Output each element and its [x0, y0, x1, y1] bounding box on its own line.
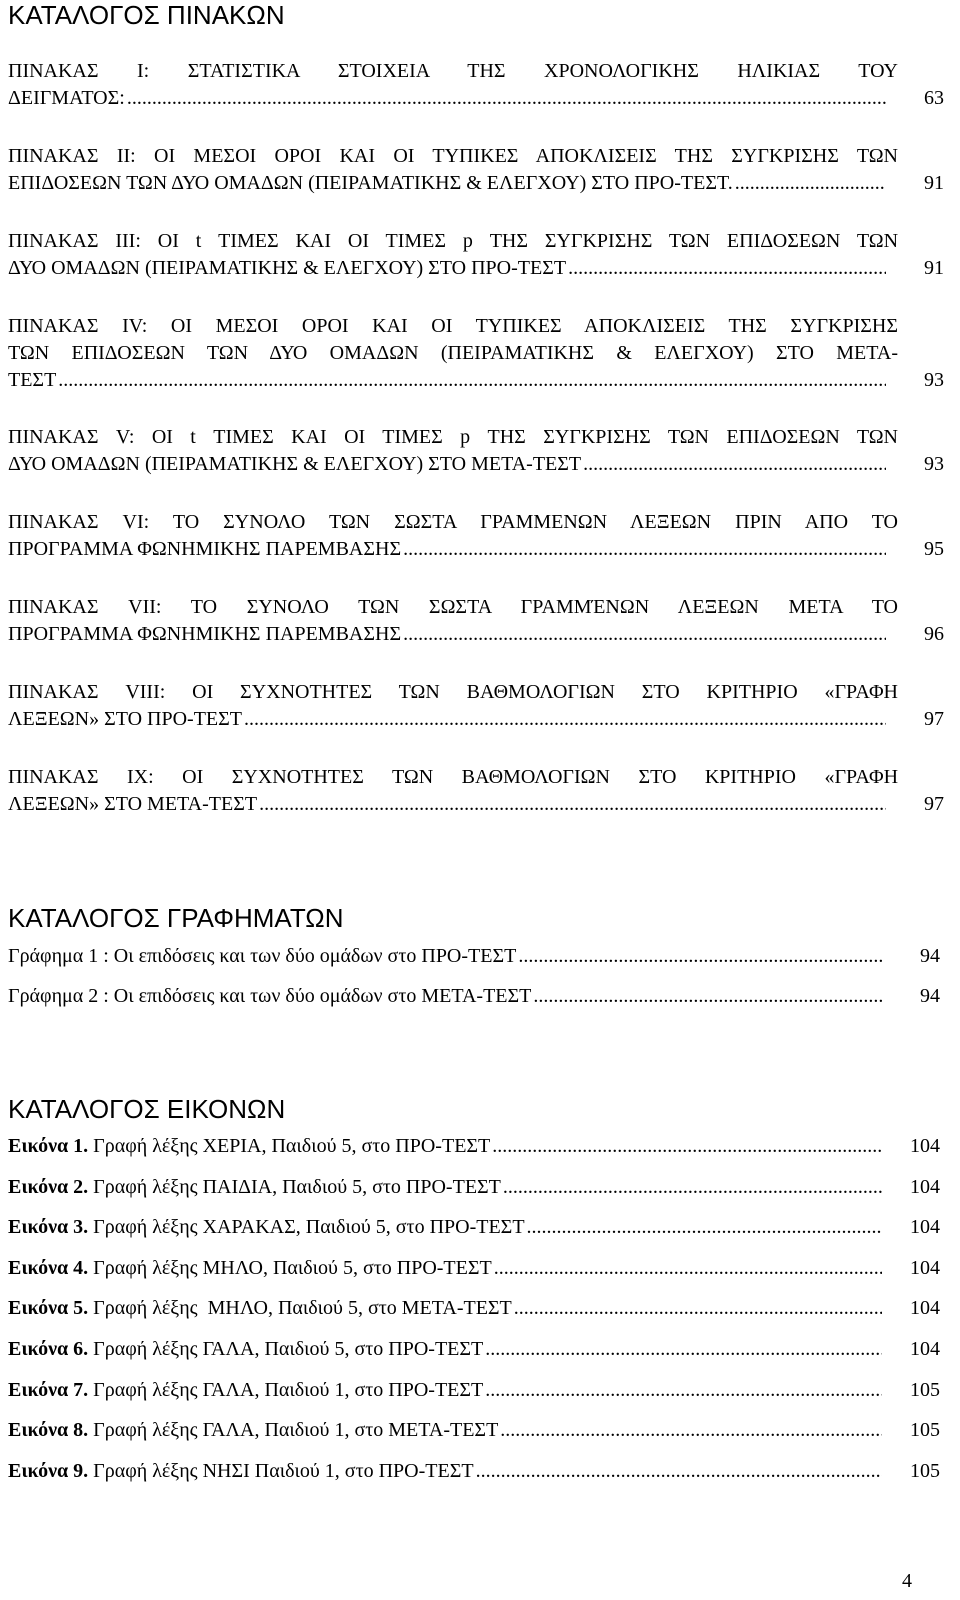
table-entry[interactable]: [8, 764, 944, 817]
table-entry-page: 91: [924, 172, 944, 194]
table-entry-label: ΠΙΝΑΚΑΣ ΙΧ: [8, 766, 149, 788]
image-entry[interactable]: [8, 1417, 940, 1443]
image-entry-page: 104: [910, 1297, 940, 1320]
image-entry-label: Εικόνα 7.: [8, 1378, 89, 1401]
dot-leader: [485, 1336, 882, 1362]
graphs-section-title: ΚΑΤΑΛΟΓΟΣ ΓΡΑΦΗΜΑΤΩΝ: [8, 903, 344, 933]
table-entry[interactable]: [8, 143, 944, 196]
table-entry-line3: ΤΕΣΤ: [8, 369, 57, 391]
image-entry-caption: [8, 1417, 498, 1443]
image-entry-label: Εικόνα 5.: [8, 1297, 89, 1320]
dot-leader: [476, 1458, 882, 1484]
image-entry-caption: [8, 1255, 492, 1281]
image-entry[interactable]: [8, 1295, 940, 1321]
table-entry-line2: ΔΕΙΓΜΑΤΟΣ:: [8, 87, 125, 109]
image-entry-text: Γραφή λέξης ΓΑΛΑ, Παιδιού 5, στο ΠΡΟ-ΤΕΣΤ: [88, 1338, 484, 1360]
table-entry-page: 97: [924, 793, 944, 815]
dot-leader: [500, 1417, 882, 1443]
image-entry-label: Εικόνα 4.: [8, 1256, 89, 1279]
page-number: 4: [902, 1570, 912, 1592]
image-entry-page: 104: [910, 1135, 940, 1157]
table-entry-label: ΠΙΝΑΚΑΣ VΙ: [8, 511, 144, 533]
table-entry[interactable]: [8, 313, 944, 393]
dot-leader: [244, 706, 886, 732]
graph-entry-text: Γράφημα 1 : Οι επιδόσεις και των δύο ομάδων στο ΠΡΟ-ΤΕΣΤ: [8, 945, 517, 967]
graph-entry[interactable]: [8, 943, 940, 969]
graph-entry-text: Γράφημα 2 : Οι επιδόσεις και των δύο ομάδων στο ΜΕΤΑ-ΤΕΣΤ: [8, 985, 532, 1007]
image-entry-label: Εικόνα 8.: [8, 1419, 89, 1442]
image-entry-page: 104: [910, 1216, 940, 1239]
table-entry[interactable]: [8, 58, 944, 111]
dot-leader: [127, 85, 886, 111]
table-entry-label: ΠΙΝΑΚΑΣ ΙΙΙ: [8, 230, 136, 252]
table-entry-line1: : ΤΟ ΣΥΝΟΛΟ ΤΩΝ ΣΩΣΤΑ ΓΡΑΜΜΕΝΩΝ ΛΕΞΕΩΝ ΠΡΙΝ ΑΠΟ ΤΟ: [143, 511, 898, 533]
tables-section-title: ΚΑΤΑΛΟΓΟΣ ΠΙΝΑΚΩΝ: [8, 0, 285, 30]
dot-leader: [533, 983, 882, 1009]
image-entry-caption: [8, 1295, 512, 1321]
image-entry-text: Γραφή λέξης ΓΑΛΑ, Παιδιού 1, στο ΜΕΤΑ-ΤΕΣΤ: [88, 1419, 499, 1442]
table-entry-line1: : ΣΤΑΤΙΣΤΙΚΑ ΣΤΟΙΧΕΙΑ ΤΗΣ ΧΡΟΝΟΛΟΓΙΚΗΣ ΗΛΙΚΙΑΣ ΤΟΥ: [143, 60, 898, 82]
image-entry[interactable]: [8, 1336, 940, 1362]
dot-leader: [568, 255, 886, 281]
image-entry-label: Εικόνα 2.: [8, 1175, 89, 1198]
image-entry[interactable]: [8, 1214, 940, 1240]
dot-leader: [583, 451, 886, 477]
dot-leader: [735, 170, 886, 196]
table-entry-label: ΠΙΝΑΚΑΣ ΙΙ: [8, 145, 131, 167]
table-entry-label: ΠΙΝΑΚΑΣ VΙΙΙ: [8, 681, 160, 703]
image-entry-caption: [8, 1336, 483, 1362]
table-entry-line2: ΕΠΙΔΟΣΕΩΝ ΤΩΝ ΔΥΟ ΟΜΑΔΩΝ (ΠΕΙΡΑΜΑΤΙΚΗΣ & ΕΛΕΓΧΟΥ) ΣΤΟ ΠΡΟ-ΤΕΣΤ.: [8, 172, 733, 194]
image-entry-caption: [8, 1458, 474, 1484]
table-entry-line1: : ΟΙ ΜΕΣΟΙ ΟΡΟΙ ΚΑΙ ΟΙ ΤΥΠΙΚΕΣ ΑΠΟΚΛΙΣΕΙΣ ΤΗΣ ΣΥΓΚΡΙΣΗΣ: [141, 315, 898, 337]
image-entry-text: Γραφή λέξης ΝΗΣΙ Παιδιού 1, στο ΠΡΟ-ΤΕΣΤ: [88, 1459, 474, 1482]
dot-leader: [518, 943, 882, 969]
graph-entry-page: 94: [920, 945, 940, 967]
image-entry-page: 104: [910, 1175, 940, 1198]
dot-leader: [527, 1214, 882, 1240]
table-entry-label: ΠΙΝΑΚΑΣ VΙΙ:: [8, 596, 162, 618]
table-entry-page: 93: [924, 453, 944, 475]
image-entry[interactable]: [8, 1377, 940, 1403]
table-entry[interactable]: [8, 509, 944, 562]
table-entry-line2: ΤΩΝ ΕΠΙΔΟΣΕΩΝ ΤΩΝ ΔΥΟ ΟΜΑΔΩΝ (ΠΕΙΡΑΜΑΤΙΚΗΣ & ΕΛΕΓΧΟΥ) ΣΤΟ ΜΕΤΑ-: [8, 342, 898, 364]
image-entry-text: Γραφή λέξης ΧΕΡΙΑ, Παιδιού 5, στο ΠΡΟ-ΤΕΣΤ: [88, 1135, 491, 1157]
table-entry-line2: ΛΕΞΕΩΝ» ΣΤΟ ΜΕΤΑ-ΤΕΣΤ: [8, 793, 258, 815]
table-entry[interactable]: [8, 228, 944, 281]
table-entry-line2: ΔΥΟ ΟΜΑΔΩΝ (ΠΕΙΡΑΜΑΤΙΚΗΣ & ΕΛΕΓΧΟΥ) ΣΤΟ ΠΡΟ-ΤΕΣΤ: [8, 257, 567, 279]
table-entry-line1: : ΟΙ ΣΥΧΝΟΤΗΤΕΣ ΤΩΝ ΒΑΘΜΟΛΟΓΙΩΝ ΣΤΟ ΚΡΙΤΗΡΙΟ «ΓΡΑΦΗ: [159, 681, 898, 703]
dot-leader: [403, 536, 886, 562]
table-entry-page: 93: [924, 369, 944, 391]
dot-leader: [492, 1133, 882, 1159]
dot-leader: [485, 1377, 882, 1403]
dot-leader: [514, 1295, 882, 1321]
table-entry-page: 91: [924, 257, 944, 279]
image-entry-label: Εικόνα 1.: [8, 1135, 89, 1157]
table-entry-page: 95: [924, 538, 944, 560]
dot-leader: [494, 1255, 882, 1281]
image-entry-page: 104: [910, 1338, 940, 1360]
table-entry[interactable]: [8, 594, 944, 647]
table-entry[interactable]: [8, 424, 944, 477]
table-entry-label: ΠΙΝΑΚΑΣ V: [8, 426, 129, 448]
table-entry-label: ΠΙΝΑΚΑΣ Ι: [8, 60, 144, 82]
image-entry-page: 105: [910, 1459, 940, 1482]
images-section-title: ΚΑΤΑΛΟΓΟΣ ΕΙΚΟΝΩΝ: [8, 1094, 286, 1124]
image-entry-text: Γραφή λέξης ΜΗΛΟ, Παιδιού 5, στο ΠΡΟ-ΤΕΣΤ: [88, 1256, 492, 1279]
graph-entry[interactable]: [8, 983, 940, 1009]
table-entry-line1: ΤΟ ΣΥΝΟΛΟ ΤΩΝ ΣΩΣΤΑ ΓΡΑΜΜΈΝΩΝ ΛΕΞΕΩΝ ΜΕΤΑ ΤΟ: [161, 596, 898, 618]
table-entry-label: ΠΙΝΑΚΑΣ ΙV: [8, 315, 142, 337]
image-entry[interactable]: [8, 1458, 940, 1484]
image-entry-label: Εικόνα 3.: [8, 1216, 89, 1239]
table-entry-line1: : ΟΙ ΜΕΣΟΙ ΟΡΟΙ ΚΑΙ ΟΙ ΤΥΠΙΚΕΣ ΑΠΟΚΛΙΣΕΙΣ ΤΗΣ ΣΥΓΚΡΙΣΗΣ ΤΩΝ: [130, 145, 898, 167]
image-entry-page: 105: [910, 1378, 940, 1401]
image-entry-text: Γραφή λέξης ΧΑΡΑΚΑΣ, Παιδιού 5, στο ΠΡΟ-ΤΕΣΤ: [88, 1216, 525, 1239]
image-entry-caption: [8, 1214, 525, 1240]
image-entry-label: Εικόνα 6.: [8, 1338, 89, 1360]
table-entry-line2: ΠΡΟΓΡΑΜΜΑ ΦΩΝΗΜΙΚΗΣ ΠΑΡΕΜΒΑΣΗΣ: [8, 538, 402, 560]
image-entry-caption: [8, 1133, 490, 1159]
table-entry-line2: ΔΥΟ ΟΜΑΔΩΝ (ΠΕΙΡΑΜΑΤΙΚΗΣ & ΕΛΕΓΧΟΥ) ΣΤΟ ΜΕΤΑ-ΤΕΣΤ: [8, 453, 582, 475]
table-entry-page: 63: [924, 87, 944, 109]
graph-entry-page: 94: [920, 985, 940, 1007]
image-entry[interactable]: [8, 1174, 940, 1200]
image-entry-page: 105: [910, 1419, 940, 1442]
dot-leader: [503, 1174, 882, 1200]
image-entry-text: Γραφή λέξης ΜΗΛΟ, Παιδιού 5, στο ΜΕΤΑ-ΤΕΣΤ: [88, 1297, 512, 1320]
image-entry-caption: [8, 1174, 501, 1200]
image-entry-caption: [8, 1377, 483, 1403]
image-entry-label: Εικόνα 9.: [8, 1459, 89, 1482]
table-entry-line2: ΠΡΟΓΡΑΜΜΑ ΦΩΝΗΜΙΚΗΣ ΠΑΡΕΜΒΑΣΗΣ: [8, 623, 402, 645]
image-entry-text: Γραφή λέξης ΓΑΛΑ, Παιδιού 1, στο ΠΡΟ-ΤΕΣΤ: [88, 1378, 484, 1401]
dot-leader: [58, 367, 886, 393]
table-entry[interactable]: [8, 679, 944, 732]
table-entry-page: 96: [924, 623, 944, 645]
table-entry-line1: : ΟΙ t ΤΙΜΕΣ ΚΑΙ ΟΙ ΤΙΜΕΣ p ΤΗΣ ΣΥΓΚΡΙΣΗΣ ΤΩΝ ΕΠΙΔΟΣΕΩΝ ΤΩΝ: [135, 230, 898, 252]
image-entry-text: Γραφή λέξης ΠΑΙΔΙΑ, Παιδιού 5, στο ΠΡΟ-ΤΕΣΤ: [88, 1175, 501, 1198]
table-entry-line2: ΛΕΞΕΩΝ» ΣΤΟ ΠΡΟ-ΤΕΣΤ: [8, 708, 243, 730]
table-entry-line1: : ΟΙ ΣΥΧΝΟΤΗΤΕΣ ΤΩΝ ΒΑΘΜΟΛΟΓΙΩΝ ΣΤΟ ΚΡΙΤΗΡΙΟ «ΓΡΑΦΗ: [148, 766, 898, 788]
image-entry[interactable]: [8, 1133, 940, 1159]
table-entry-line1: : ΟΙ t ΤΙΜΕΣ ΚΑΙ ΟΙ ΤΙΜΕΣ p ΤΗΣ ΣΥΓΚΡΙΣΗΣ ΤΩΝ ΕΠΙΔΟΣΕΩΝ ΤΩΝ: [128, 426, 898, 448]
table-entry-page: 97: [924, 708, 944, 730]
image-entry[interactable]: [8, 1255, 940, 1281]
image-entry-page: 104: [910, 1256, 940, 1279]
dot-leader: [403, 621, 886, 647]
dot-leader: [259, 791, 886, 817]
